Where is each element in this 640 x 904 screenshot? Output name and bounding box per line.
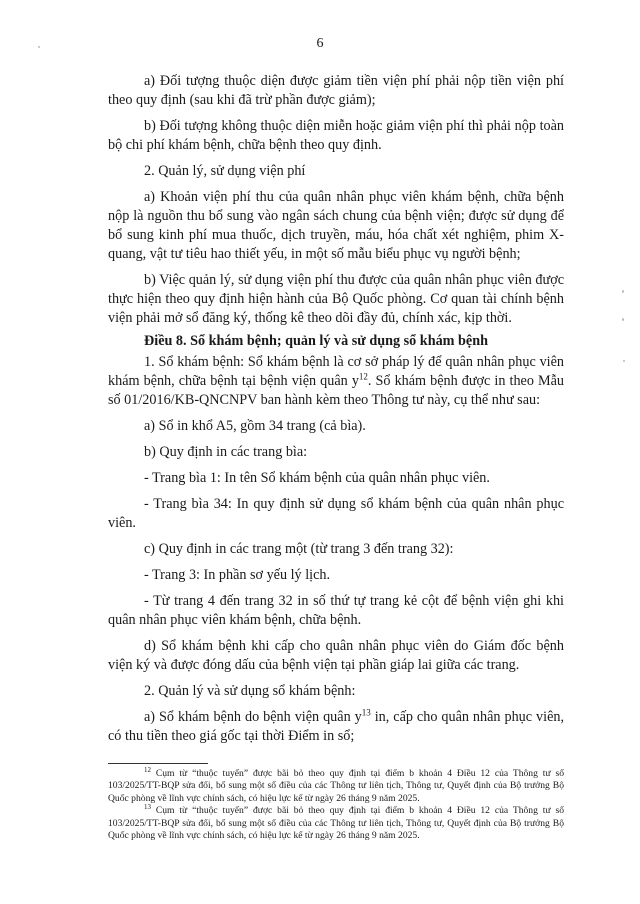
paragraph bbox=[108, 353, 564, 410]
paragraph-text: a) Sổ khám bệnh do bệnh viện quân y bbox=[144, 709, 362, 725]
scan-speck bbox=[38, 46, 40, 48]
paragraph: - Trang 3: In phần sơ yếu lý lịch. bbox=[144, 567, 331, 583]
scan-speck bbox=[623, 360, 625, 362]
paragraph-text: in, cấp cho quân nhân phục viên, có thu tiền theo giá gốc tại thời Điểm in sổ; bbox=[108, 709, 565, 744]
paragraph: b) Quy định in các trang bìa: bbox=[144, 444, 308, 460]
section-subheading: 2. Quản lý và sử dụng sổ khám bệnh: bbox=[144, 683, 356, 699]
footnote bbox=[108, 765, 564, 805]
section-subheading: 2. Quản lý, sử dụng viện phí bbox=[144, 163, 306, 179]
footnote-ref[interactable]: 12 bbox=[358, 371, 368, 382]
paragraph: a) Khoản viện phí thu của quân nhân phục viên khám bệnh, chữa bệnh nộp là nguồn thu bổ sung vào ngân sách chung của bệnh viện; được sử dụng để bổ sung kinh phí mua thuốc, dịch truyền, máu, hóa chất xét nghiệm, phim X-quang, vật tư tiêu hao thiết yếu, in một số mẫu biểu phục vụ người bệnh; bbox=[108, 189, 564, 262]
scan-speck bbox=[622, 318, 624, 321]
paragraph: a) Đối tượng thuộc diện được giảm tiền viện phí phải nộp tiền viện phí theo quy định (sau khi đã trừ phần được giảm); bbox=[108, 73, 564, 108]
scan-speck bbox=[622, 290, 624, 293]
footnote-text: Cụm từ “thuộc tuyến” được bãi bỏ theo quy định tại điểm b khoản 4 Điều 12 của Thông tư số 103/2025/TT-BQP sửa đổi, bổ sung một số điều của các Thông tư liên tịch, Thông tư, Quyết định của Bộ trưởng Bộ Quốc phòng về lĩnh vực chính sách, có hiệu lực kể từ ngày 26 tháng 9 năm 2025. bbox=[108, 768, 564, 804]
document-body bbox=[108, 72, 564, 753]
article-heading: Điều 8. Sổ khám bệnh; quản lý và sử dụng sổ khám bệnh bbox=[144, 333, 489, 349]
paragraph: - Từ trang 4 đến trang 32 in số thứ tự trang kẻ cột để bệnh viện ghi khi quân nhân phục viên khám bệnh, chữa bệnh. bbox=[108, 593, 564, 628]
paragraph bbox=[108, 708, 564, 746]
paragraph: - Trang bìa 1: In tên Sổ khám bệnh của quân nhân phục viên. bbox=[144, 470, 490, 486]
footnotes bbox=[108, 765, 564, 842]
paragraph: b) Việc quản lý, sử dụng viện phí thu được của quân nhân phục viên được thực hiện theo quy định hiện hành của Bộ Quốc phòng. Cơ quan tài chính bệnh viện phải mở sổ đăng ký, thống kê theo dõi đầy đủ, chính xác, kịp thời. bbox=[108, 272, 564, 326]
footnote-separator bbox=[108, 763, 208, 764]
paragraph: d) Sổ khám bệnh khi cấp cho quân nhân phục viên do Giám đốc bệnh viện ký và được đóng dấu của bệnh viện tại phần giáp lai giữa các trang. bbox=[108, 638, 564, 673]
paragraph: c) Quy định in các trang một (từ trang 3 đến trang 32): bbox=[144, 541, 454, 557]
paragraph: b) Đối tượng không thuộc diện miễn hoặc giảm viện phí thì phải nộp toàn bộ chi phí khám bệnh, chữa bệnh theo quy định. bbox=[108, 118, 564, 153]
footnote-text: Cụm từ “thuộc tuyến” được bãi bỏ theo quy định tại điểm b khoản 4 Điều 12 của Thông tư số 103/2025/TT-BQP sửa đổi, bổ sung một số điều của các Thông tư liên tịch, Thông tư, Quyết định của Bộ trưởng Bộ Quốc phòng về lĩnh vực chính sách, có hiệu lực kể từ ngày 26 tháng 9 năm 2025. bbox=[108, 805, 564, 842]
paragraph-text: . Sổ khám bệnh được in theo Mẫu số 01/2016/KB-QNCNPV ban hành kèm theo Thông tư này, cụ thể như sau: bbox=[108, 373, 564, 408]
footnote-ref[interactable]: 13 bbox=[361, 707, 371, 718]
paragraph: a) Sổ in khổ A5, gồm 34 trang (cả bìa). bbox=[144, 418, 366, 434]
footnote-number: 13 bbox=[144, 803, 151, 812]
footnote bbox=[108, 805, 564, 842]
paragraph: - Trang bìa 34: In quy định sử dụng sổ khám bệnh của quân nhân phục viên. bbox=[108, 496, 564, 531]
page-number: 6 bbox=[316, 36, 324, 51]
footnote-number: 12 bbox=[144, 765, 151, 774]
paragraph-text: 1. Sổ khám bệnh: Sổ khám bệnh là cơ sở pháp lý để quân nhân phục viên khám bệnh, chữa bệnh tại bệnh viện quân y bbox=[108, 354, 564, 389]
